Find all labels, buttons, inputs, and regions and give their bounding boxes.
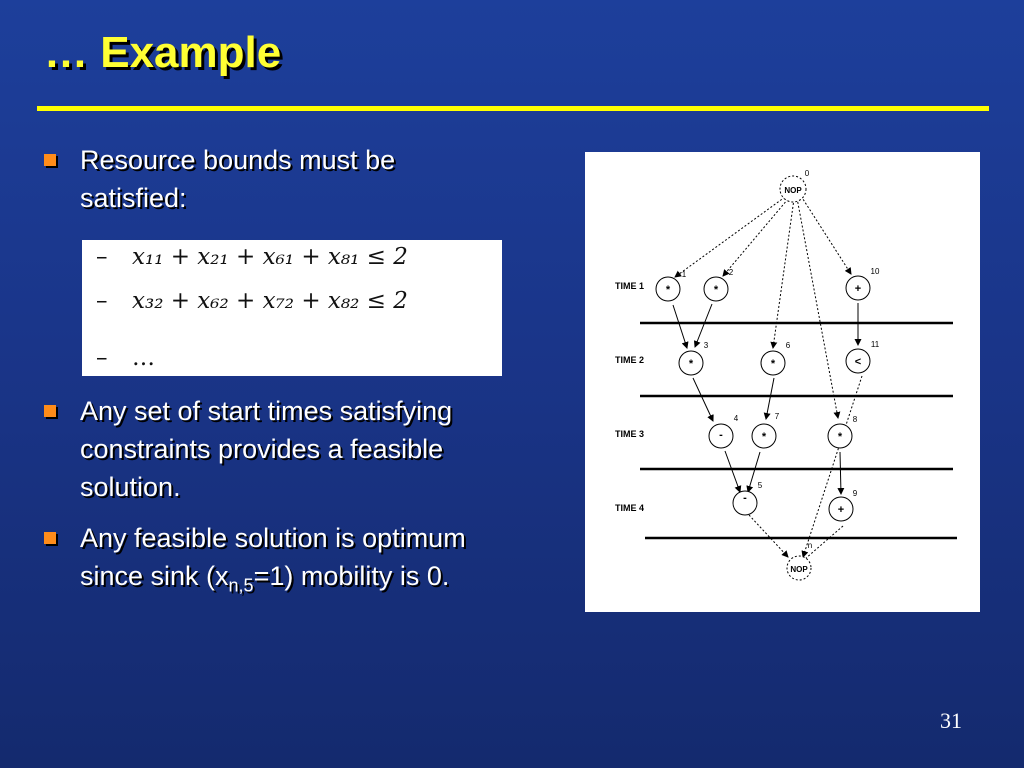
constraint-dash: – — [96, 244, 108, 270]
scheduling-graph — [585, 152, 980, 612]
graph-node — [780, 169, 810, 202]
bullet-feasible-solution — [80, 392, 570, 506]
time-label: TIME 2 — [615, 355, 645, 365]
time-label: TIME 4 — [615, 503, 645, 513]
title-underline — [37, 106, 989, 111]
node-id: 6 — [785, 341, 791, 350]
bullet-line: Any set of start times satisfying — [80, 396, 453, 426]
graph-node — [709, 414, 739, 448]
constraint-expression: x₁₁ + x₂₁ + x₆₁ + x₈₁ ≤ 2 — [132, 244, 408, 270]
constraints-box — [82, 240, 502, 376]
bullet-line: satisfied: — [80, 183, 187, 213]
node-op: * — [688, 358, 694, 370]
constraint-expression: x₃₂ + x₆₂ + x₇₂ + x₈₂ ≤ 2 — [132, 288, 408, 314]
time-label: TIME 1 — [615, 281, 645, 291]
constraint-line — [96, 244, 408, 270]
constraint-dash: – — [96, 288, 108, 314]
node-op: + — [837, 504, 845, 516]
time-label: TIME 3 — [615, 429, 645, 439]
node-op: * — [770, 358, 776, 370]
node-id: n — [807, 541, 813, 550]
node-id: 1 — [681, 270, 687, 279]
node-op: NOP — [790, 565, 808, 574]
bullet-line: Resource bounds must be — [80, 145, 396, 175]
bullet-optimum — [80, 519, 570, 604]
node-id: 10 — [870, 267, 880, 276]
node-op: NOP — [784, 186, 802, 195]
graph-node — [704, 268, 734, 301]
bullet-line: solution. — [80, 472, 181, 502]
node-op: * — [837, 431, 843, 443]
node-id: 3 — [703, 341, 709, 350]
bullet-square-icon — [44, 405, 56, 417]
scheduling-graph-svg — [585, 152, 980, 612]
node-id: 11 — [870, 340, 880, 349]
node-id: 8 — [852, 415, 858, 424]
graph-node — [761, 341, 791, 375]
text-fragment: =1) mobility is 0. — [253, 561, 450, 591]
node-id: 7 — [774, 412, 780, 421]
graph-node — [846, 267, 880, 300]
bullet-line — [80, 557, 570, 604]
node-op: + — [854, 283, 862, 295]
bullet-square-icon — [44, 154, 56, 166]
graph-node — [828, 415, 858, 448]
constraint-expression: … — [132, 345, 155, 371]
node-op: * — [665, 284, 671, 296]
graph-node — [787, 541, 812, 580]
node-op: - — [719, 429, 723, 441]
page-number: 31 — [940, 708, 962, 733]
node-op: * — [761, 431, 767, 443]
node-op: - — [743, 492, 747, 504]
bullet-resource-bounds — [80, 141, 570, 217]
solid-edges — [673, 303, 858, 494]
constraint-line — [96, 345, 155, 371]
constraint-line — [96, 288, 408, 314]
node-id: 4 — [733, 414, 739, 423]
graph-node — [679, 341, 709, 375]
graph-node — [846, 340, 880, 373]
node-op: < — [854, 356, 862, 368]
bullet-line: constraints provides a feasible — [80, 434, 444, 464]
text-fragment: since sink (x — [80, 561, 229, 591]
constraint-dash: – — [96, 345, 108, 371]
bullet-line: Any feasible solution is optimum — [80, 523, 466, 553]
graph-node — [656, 270, 687, 301]
node-id: 5 — [757, 481, 763, 490]
graph-node — [829, 489, 858, 521]
node-id: 0 — [804, 169, 810, 178]
slide-title: … Example — [44, 28, 282, 77]
node-id: 2 — [728, 268, 734, 277]
node-op: * — [713, 284, 719, 296]
bullet-square-icon — [44, 532, 56, 544]
node-id: 9 — [852, 489, 858, 498]
subscript: n,5 — [228, 575, 254, 596]
